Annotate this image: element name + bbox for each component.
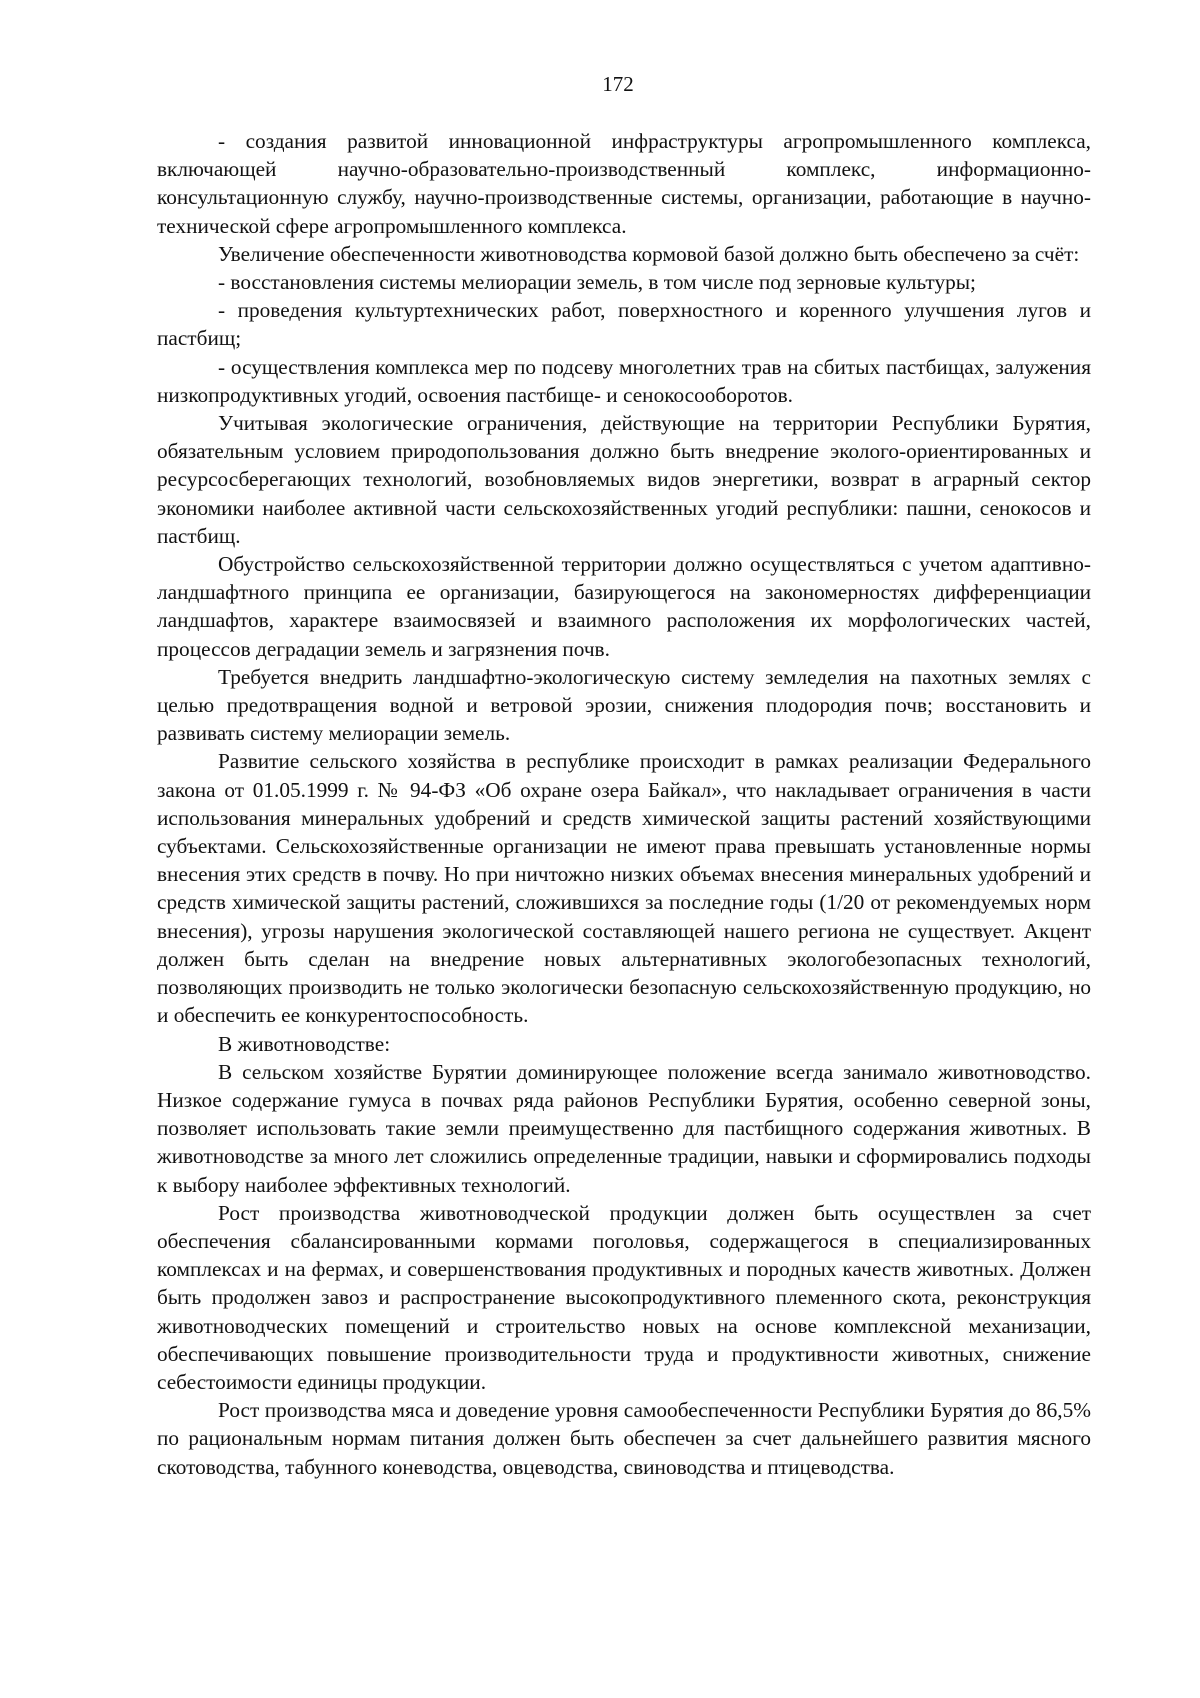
paragraph-feed-base: Увеличение обеспеченности животноводства кормовой базой должно быть обеспечено за счёт:: [218, 241, 1080, 266]
paragraph-perennial-grasses: - осуществления комплекса мер по подсеву многолетних трав на сбитых пастбищах, залужения низкопродуктивных угодий, освоения пастбище- и сенокосооборотов.: [157, 354, 1091, 407]
paragraph-livestock-dominance: В сельском хозяйстве Бурятии доминирующее положение всегда занимало животноводство. Низкое содержание гумуса в почвах ряда районов Республики Бурятия, особенно северной зоны, позволяет использовать такие земли преимущественно для пастбищного содержания животных. В животноводстве за много лет сложились определенные традиции, навыки и сформировались подходы к выбору наиболее эффективных технологий.: [157, 1059, 1091, 1197]
paragraph-livestock-growth: Рост производства животноводческой продукции должен быть осуществлен за счет обеспечения сбалансированными кормами поголовья, содержащегося в специализированных комплексах и на фермах, и совершенствования продуктивных и породных качеств животных. Должен быть продолжен завоз и распространение высокопродуктивного племенного скота, реконструкция животноводческих помещений и строительство новых на основе комплексной механизации, обеспечивающих повышение производительности труда и продуктивности животных, снижение себестоимости единицы продукции.: [157, 1200, 1091, 1394]
paragraph-meat-production: Рост производства мяса и доведение уровня самообеспеченности Республики Бурятия до 86,5% по рациональным нормам питания должен быть обеспечен за счет дальнейшего развития мясного скотоводства, табунного коневодства, овцеводства, свиноводства и птицеводства.: [157, 1398, 1091, 1479]
body-text: [157, 127, 1091, 1481]
paragraph-baikal-law: Развитие сельского хозяйства в республике происходит в рамках реализации Федерального закона от 01.05.1999 г. № 94-ФЗ «Об охране озера Байкал», что накладывает ограничения в части использования минеральных удобрений и средств химической защиты растений хозяйствующими субъектами. Сельскохозяйственные организации не имеют права превышать установленные нормы внесения этих средств в почву. Но при ничтожно низких объемах внесения минеральных удобрений и средств химической защиты растений, сложившихся за последние годы (1/20 от рекомендуемых норм внесения), угрозы нарушения экологической составляющей нашего региона не существует. Акцент должен быть сделан на внедрение новых альтернативных экологобезопасных технологий, позволяющих производить не только экологически безопасную сельскохозяйственную продукцию, но и обеспечить ее конкурентоспособность.: [157, 749, 1091, 1028]
paragraph-infrastructure: - создания развитой инновационной инфраструктуры агропромышленного комплекса, включающей научно-образовательно-производственный комплекс, информационно-консультационную службу, научно-производственные системы, организации, работающие в научно-технической сфере агропромышленного комплекса.: [157, 129, 1091, 238]
paragraph-melioration: - восстановления системы мелиорации земель, в том числе под зерновые культуры;: [218, 270, 976, 295]
paragraph-landscape-system: Требуется внедрить ландшафтно-экологическую систему земледелия на пахотных землях с целью предотвращения водной и ветровой эрозии, снижения плодородия почв; восстановить и развивать систему мелиорации земель.: [157, 664, 1091, 746]
paragraph-territory-arrangement: Обустройство сельскохозяйственной территории должно осуществляться с учетом адаптивно-ландшафтного принципа ее организации, базирующегося на закономерностях дифференциации ландшафтов, характере взаимосвязей и взаимного расположения их морфологических частей, процессов деградации земель и загрязнения почв.: [157, 552, 1091, 661]
paragraph-cultural-works: - проведения культуртехнических работ, поверхностного и коренного улучшения лугов и пастбищ;: [157, 298, 1091, 351]
page-number: 172: [602, 72, 634, 96]
paragraph-ecological-limits: Учитывая экологические ограничения, действующие на территории Республики Бурятия, обязательным условием природопользования должно быть внедрение эколого-ориентированных и ресурсосберегающих технологий, возобновляемых видов энергетики, возврат в аграрный сектор экономики наиболее активной части сельскохозяйственных угодий республики: пашни, сенокосов и пастбищ.: [157, 411, 1091, 548]
paragraph-livestock-heading: В животноводстве:: [218, 1031, 391, 1056]
